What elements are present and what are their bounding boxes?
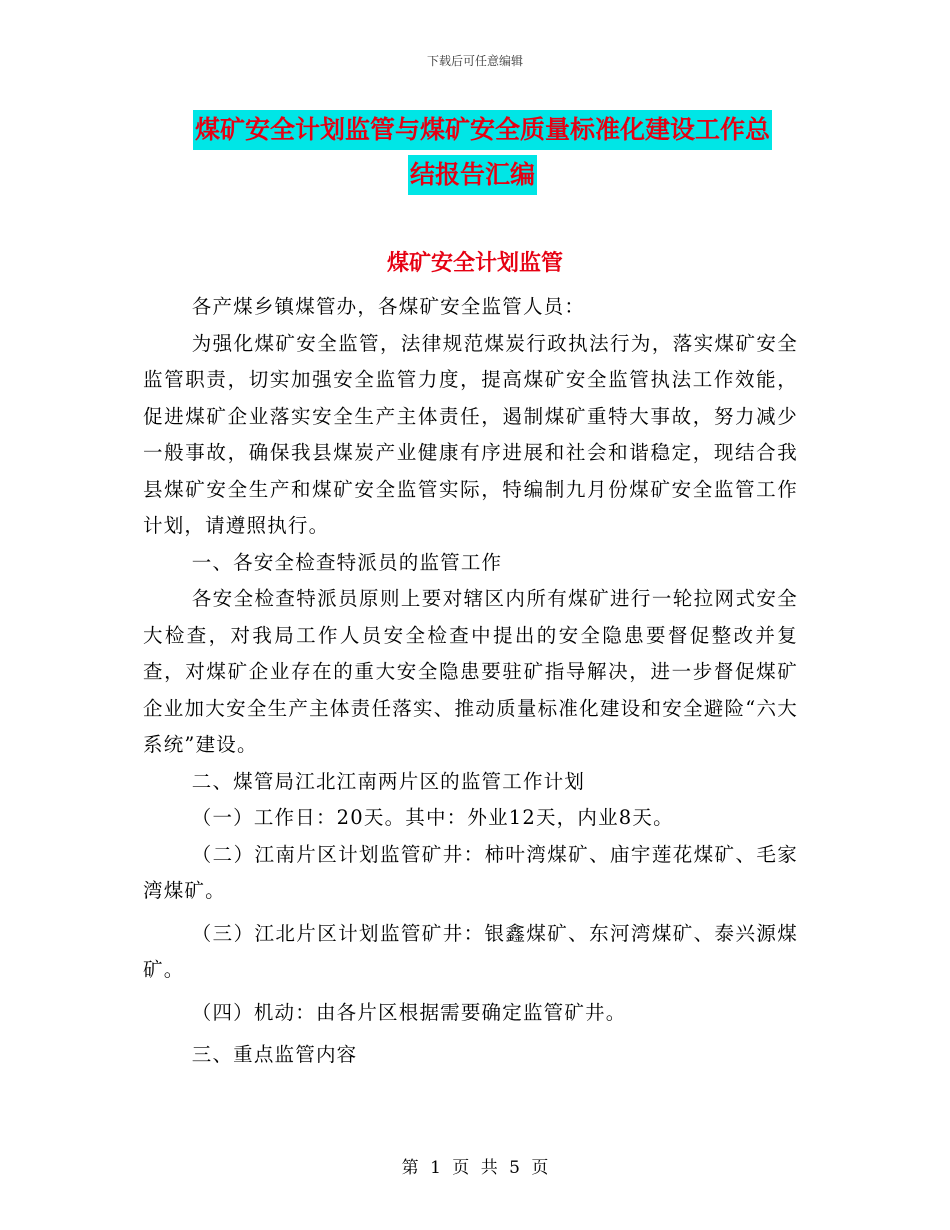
page-number-footer: 第 1 页 共 5 页	[401, 1158, 549, 1178]
document-title-line-2: 结报告汇编	[408, 155, 537, 195]
paragraph-workdays: （一）工作日：20天。其中：外业12天，内业8天。	[191, 806, 674, 829]
page-header-note: 下载后可任意编辑	[426, 54, 523, 68]
paragraph-item-heading-2: 二、煤管局江北江南两片区的监管工作计划	[191, 769, 586, 793]
paragraph-flexible: （四）机动：由各片区根据需要确定监管矿井。	[191, 1000, 627, 1024]
paragraph-jiangnan-mines: （二）江南片区计划监管矿井：柿叶湾煤矿、庙宇莲花煤矿、毛家湾煤矿。	[143, 842, 798, 902]
paragraph-item-heading-3: 三、重点监管内容	[191, 1043, 358, 1066]
paragraph-item-heading-1: 一、各安全检查特派员的监管工作	[191, 550, 503, 574]
paragraph-intro: 为强化煤矿安全监管，法律规范煤炭行政执法行为，落实煤矿安全监管职责，切实加强安全监管力度，提高煤矿安全监管执法工作效能，促进煤矿企业落实安全生产主体责任，遏制煤矿重特大事故，努力减少一般事故，确保我县煤炭产业健康有序进展和社会和谐稳定，现结合我县煤矿安全生产和煤矿安全监管实际，特编制九月份煤矿安全监管工作计划，请遵照执行。	[143, 331, 798, 537]
paragraph-inspector-duty: 各安全检查特派员原则上要对辖区内所有煤矿进行一轮拉网式安全大检查，对我局工作人员安全检查中提出的安全隐患要督促整改并复查，对煤矿企业存在的重大安全隐患要驻矿指导解决，进一步督促煤矿企业加大安全生产主体责任落实、推动质量标准化建设和安全避险“六大系统”建设。	[143, 587, 798, 756]
paragraph-jiangbei-mines: （三）江北片区计划监管矿井：银鑫煤矿、东河湾煤矿、泰兴源煤矿。	[143, 921, 798, 981]
paragraph-salutation: 各产煤乡镇煤管办，各煤矿安全监管人员：	[191, 295, 586, 318]
document-title-line-1: 煤矿安全计划监管与煤矿安全质量标准化建设工作总	[193, 110, 772, 150]
section-heading: 煤矿安全计划监管	[386, 250, 563, 276]
document-body	[143, 289, 798, 1074]
